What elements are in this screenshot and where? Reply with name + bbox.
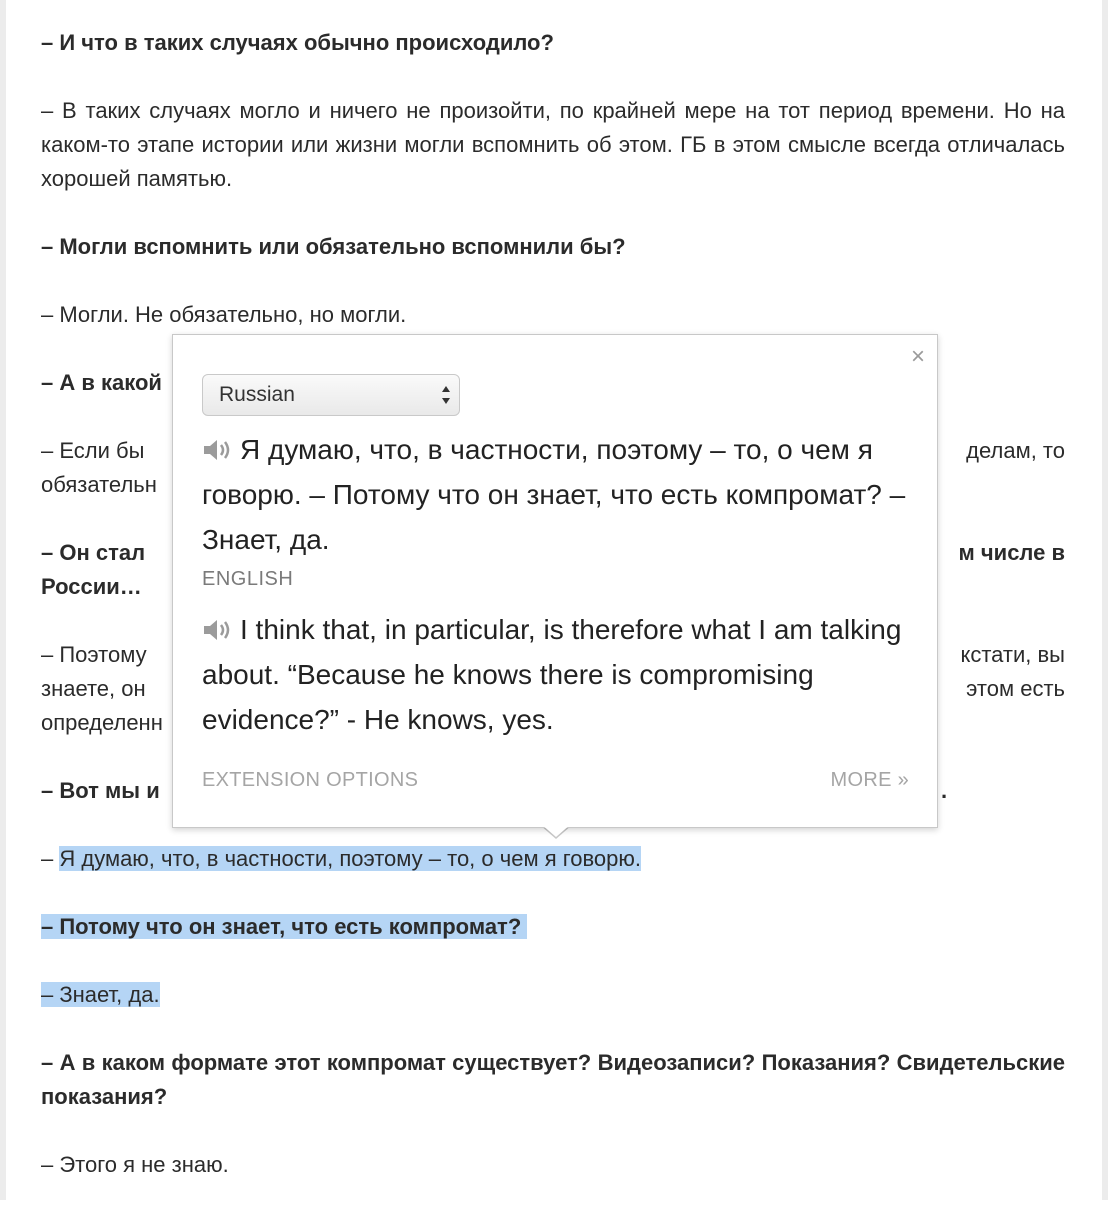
question-paragraph: – Могли вспомнить или обязательно вспомнили бы? — [41, 234, 626, 259]
answer-paragraph: – В таких случаях могло и ничего не произойти, по крайней мере на тот период времени. Но на каком-то этапе истории или жизни могли вспомнить об этом. ГБ в этом смысле всегда отличалась хорошей памятью. — [41, 98, 1065, 191]
answer-fragment: знаете, он — [41, 676, 146, 701]
answer-fragment: делам, то — [966, 438, 1065, 463]
answer-fragment: – Поэтому — [41, 642, 147, 667]
question-fragment: – Вот мы и — [41, 778, 160, 803]
answer-paragraph[interactable] — [41, 978, 1065, 1012]
answer-paragraph: – Этого я не знаю. — [41, 1152, 229, 1177]
question-paragraph[interactable] — [41, 910, 1065, 944]
translated-text: I think that, in particular, is therefore what I am talking about. “Because he knows there is compromising evidence?” - He knows, yes. — [202, 614, 902, 735]
extension-options-link[interactable]: EXTENSION OPTIONS — [202, 769, 419, 791]
speaker-icon[interactable] — [202, 619, 232, 641]
more-link[interactable]: MORE » — [830, 769, 909, 791]
answer-paragraph[interactable] — [41, 842, 1065, 876]
question-fragment: – Он стал — [41, 540, 146, 565]
source-text: Я думаю, что, в частности, поэтому – то, о чем я говорю. – Потому что он знает, что есть компромат? – Знает, да. — [202, 434, 906, 555]
question-fragment: м числе в — [958, 540, 1065, 565]
question-paragraph: – И что в таких случаях обычно происходило? — [41, 30, 554, 55]
selected-text[interactable]: – Знает, да. — [41, 982, 160, 1007]
close-icon[interactable]: × — [910, 343, 925, 370]
translate-popup — [172, 334, 938, 828]
popup-pointer-fill — [541, 824, 571, 837]
question-fragment: России… — [41, 574, 142, 599]
page-edge-left — [0, 0, 6, 1200]
target-language-label: ENGLISH — [202, 568, 294, 590]
page-edge-right — [1102, 0, 1108, 1200]
selected-text[interactable]: – Потому что он знает, что есть компромат? — [41, 914, 527, 939]
question-paragraph: – А в каком формате этот компромат существует? Видеозаписи? Показания? Свидетельские показания? — [41, 1050, 1065, 1109]
source-language-select[interactable] — [202, 374, 460, 416]
dash-prefix: – — [41, 846, 60, 871]
answer-fragment: кстати, вы — [960, 642, 1065, 667]
answer-fragment: обязательн — [41, 472, 157, 497]
question-fragment: . — [941, 778, 948, 803]
select-arrows-icon — [441, 384, 451, 406]
source-language-value: Russian — [219, 383, 295, 406]
target-text-block — [202, 607, 917, 742]
answer-fragment: – Если бы — [41, 438, 145, 463]
selected-text[interactable]: Я думаю, что, в частности, поэтому – то, о чем я говорю. — [59, 846, 642, 871]
speaker-icon[interactable] — [202, 439, 232, 461]
source-text-block — [202, 427, 917, 562]
question-fragment: – А в какой — [41, 370, 162, 395]
answer-paragraph: – Могли. Не обязательно, но могли. — [41, 302, 407, 327]
answer-fragment: определенн — [41, 710, 163, 735]
answer-fragment: этом есть — [966, 676, 1065, 701]
